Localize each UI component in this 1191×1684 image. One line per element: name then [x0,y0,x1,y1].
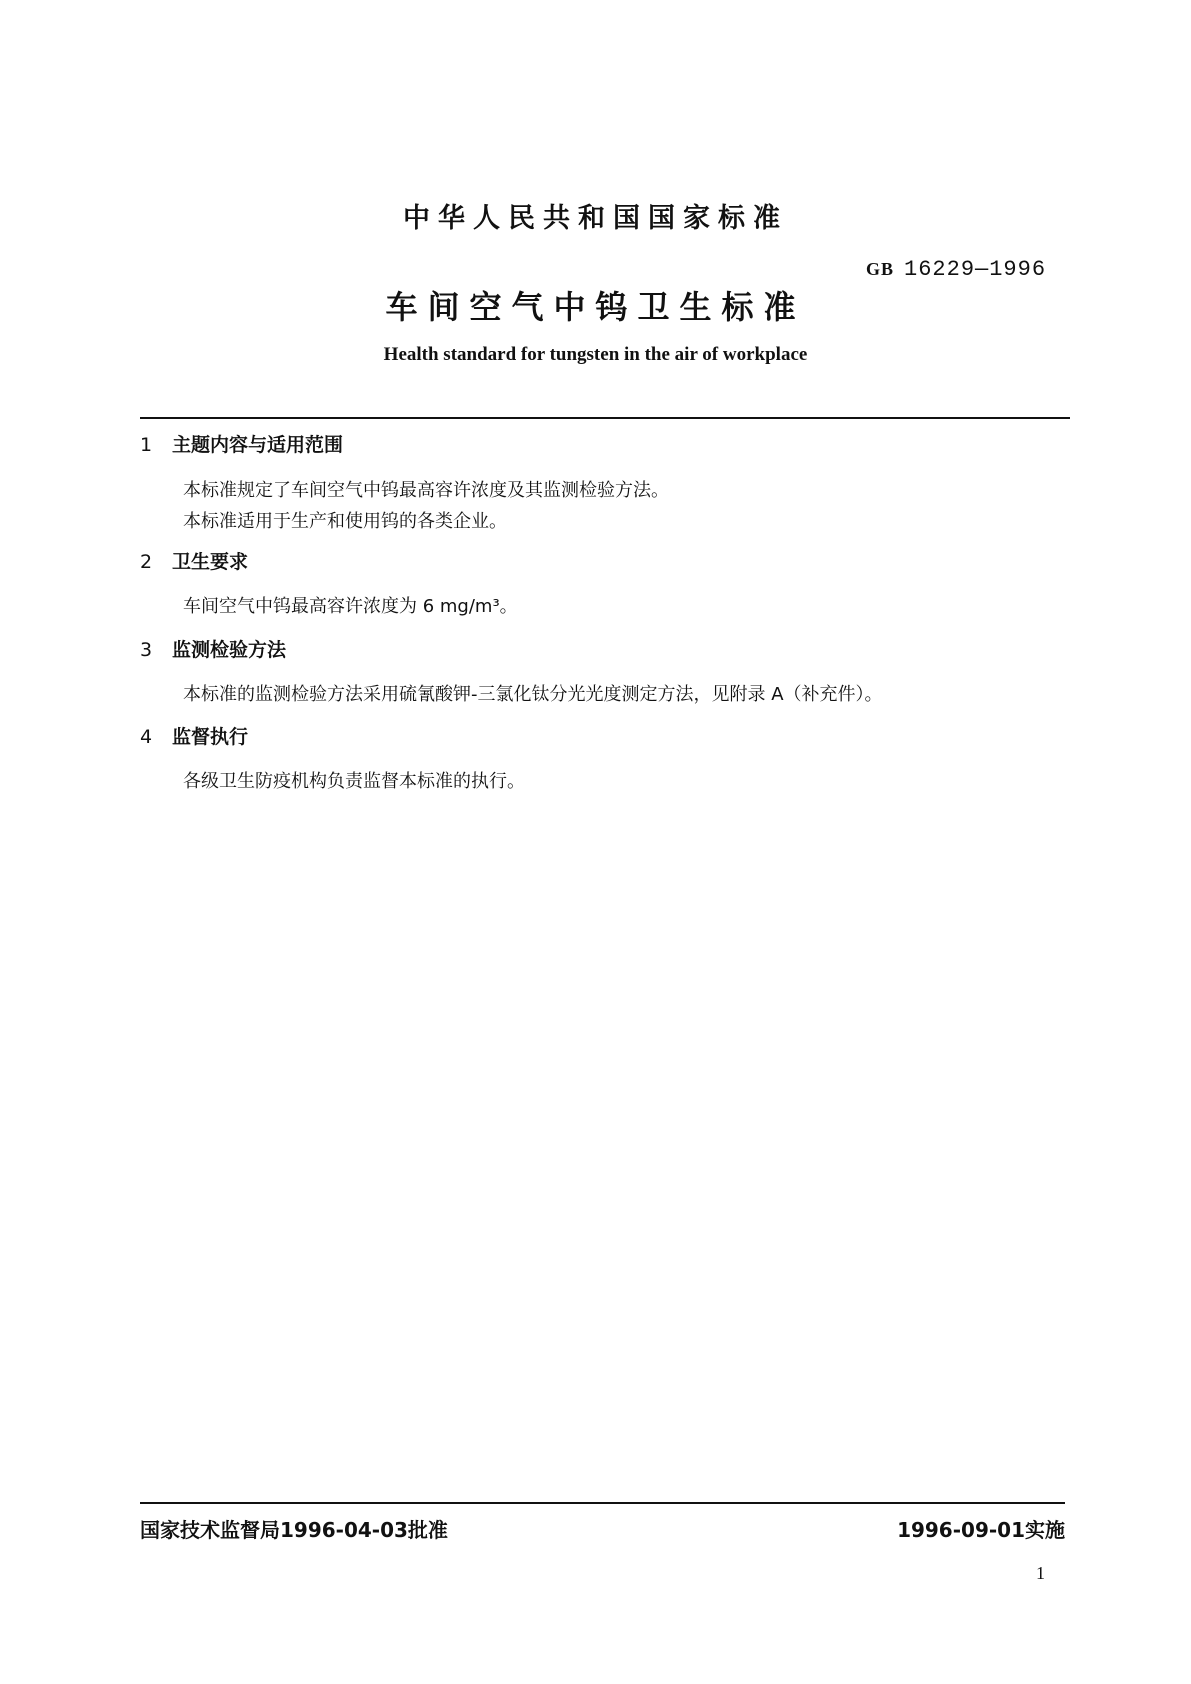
national-standard-heading: 中华人民共和国国家标准 [403,203,788,234]
section-number: 1 [140,434,153,456]
document-title-cn: 车间空气中钨卫生标准 [385,288,806,326]
section-title: 监督执行 [172,726,249,748]
approval-statement: 国家技术监督局1996-04-03批准 [140,1518,448,1542]
standard-number [866,257,1046,282]
paragraph: 本标准适用于生产和使用钨的各类企业。 [183,511,507,532]
section-title: 监测检验方法 [172,639,287,661]
section-heading [140,722,248,749]
page-number: 1 [1036,1563,1045,1583]
standard-prefix: GB [866,259,895,279]
footer-divider [140,1502,1065,1504]
document-title-en: Health standard for tungsten in the air of workplace [383,344,808,365]
section-number: 3 [140,639,153,661]
section-title: 卫生要求 [172,551,249,573]
section-heading [140,635,286,662]
section-heading [140,430,343,457]
header-divider [140,417,1070,419]
standard-code: 16229—1996 [904,257,1047,282]
section-number: 4 [140,726,153,748]
section-number: 2 [140,551,153,573]
effective-date: 1996-09-01实施 [897,1518,1065,1542]
paragraph: 车间空气中钨最高容许浓度为 6 mg/m³。 [183,596,518,617]
section-title: 主题内容与适用范围 [172,434,344,456]
paragraph: 本标准的监测检验方法采用硫氰酸钾-三氯化钛分光光度测定方法，见附录 A（补充件）。 [183,684,883,705]
paragraph: 本标准规定了车间空气中钨最高容许浓度及其监测检验方法。 [183,480,669,501]
section-heading [140,547,248,574]
paragraph: 各级卫生防疫机构负责监督本标准的执行。 [183,771,525,792]
